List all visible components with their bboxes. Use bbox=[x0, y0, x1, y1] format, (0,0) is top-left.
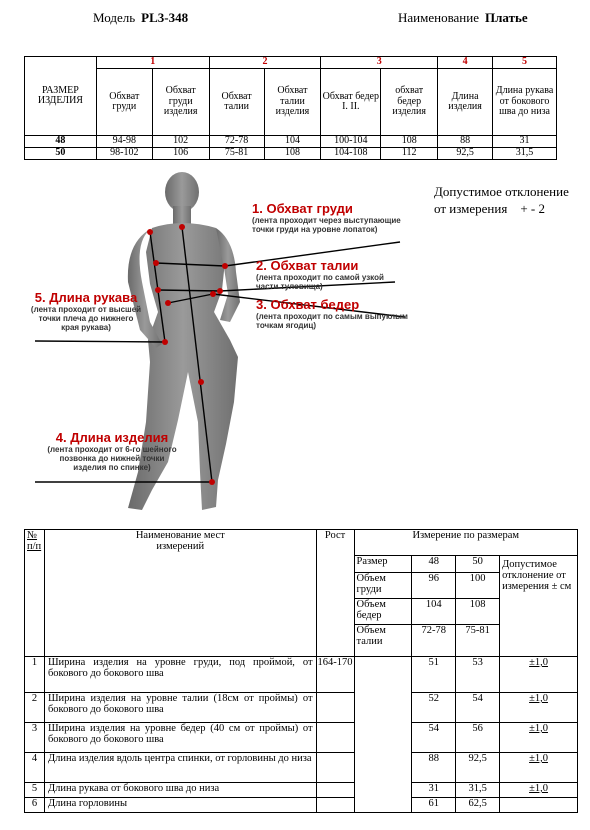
col-header: Длина рукава от бокового шва до низа bbox=[493, 69, 557, 136]
row-name: Длина горловины bbox=[44, 798, 316, 813]
col-header: Длина изделия bbox=[438, 69, 493, 136]
col-header-height: Рост bbox=[316, 530, 354, 657]
col-header: Обхват талии изделия bbox=[264, 69, 321, 136]
group-number-2: 2 bbox=[209, 57, 321, 69]
col-header: Обхват талии bbox=[209, 69, 264, 136]
value-cell: 72-78 bbox=[209, 136, 264, 148]
row-v50: 54 bbox=[456, 693, 500, 723]
sub-row-label: Объем груди bbox=[354, 573, 412, 599]
measure-4-title: 4. Длина изделия bbox=[55, 430, 169, 445]
row-name: Ширина изделия на уровне талии (18см от проймы) от бокового до бокового шва bbox=[44, 693, 316, 723]
measure-5-title: 5. Длина рукава bbox=[34, 290, 138, 305]
tolerance-line-1: Допустимое отклонение bbox=[434, 184, 569, 199]
measurement-table bbox=[24, 529, 578, 813]
measure-2-title: 2. Обхват талии bbox=[256, 258, 359, 273]
table-row bbox=[25, 723, 578, 753]
col-header: Обхват груди bbox=[96, 69, 152, 136]
sub-row-value: 108 bbox=[456, 599, 500, 625]
row-num: 2 bbox=[25, 693, 45, 723]
row-num: 1 bbox=[25, 657, 45, 693]
table-row bbox=[25, 783, 578, 798]
value-cell: 102 bbox=[152, 136, 209, 148]
value-cell: 100-104 bbox=[321, 136, 381, 148]
row-v48: 31 bbox=[412, 783, 456, 798]
value-cell: 31,5 bbox=[493, 148, 557, 160]
product-name-value: Платье bbox=[485, 10, 528, 25]
row-height bbox=[316, 693, 354, 723]
row-v48: 51 bbox=[412, 657, 456, 693]
product-name-label: Наименование bbox=[398, 10, 479, 25]
sub-row-value: 100 bbox=[456, 573, 500, 599]
size-cell: 48 bbox=[25, 136, 97, 148]
sub-size-50: 50 bbox=[456, 556, 500, 573]
value-cell: 31 bbox=[493, 136, 557, 148]
value-cell: 104 bbox=[264, 136, 321, 148]
table-row bbox=[25, 136, 557, 148]
size-header: РАЗМЕР ИЗДЕЛИЯ bbox=[25, 57, 97, 136]
measure-2-label bbox=[256, 258, 406, 291]
sub-row-value: 104 bbox=[412, 599, 456, 625]
row-v50: 92,5 bbox=[456, 753, 500, 783]
row-height: 164-170 bbox=[316, 657, 354, 693]
value-cell: 104-108 bbox=[321, 148, 381, 160]
row-v50: 31,5 bbox=[456, 783, 500, 798]
measure-3-title: 3. Обхват бедер bbox=[256, 297, 360, 312]
row-height bbox=[316, 753, 354, 783]
tolerance-note bbox=[434, 183, 584, 217]
sub-size-label: Размер bbox=[354, 556, 412, 573]
model-value: PL3-348 bbox=[141, 10, 189, 25]
row-num: 4 bbox=[25, 753, 45, 783]
col-header-measure: Измерение по размерам bbox=[354, 530, 578, 556]
sub-size-48: 48 bbox=[412, 556, 456, 573]
group-number-5: 5 bbox=[493, 57, 557, 69]
table-row bbox=[25, 657, 578, 693]
group-number-1: 1 bbox=[96, 57, 209, 69]
row-name: Ширина изделия на уровне груди, под проймой, от бокового до бокового шва bbox=[44, 657, 316, 693]
row-height bbox=[316, 783, 354, 798]
table-row bbox=[25, 753, 578, 783]
measure-2-note: (лента проходит по самой узкой части туловища) bbox=[256, 273, 384, 291]
row-tol bbox=[500, 798, 578, 813]
value-cell: 88 bbox=[438, 136, 493, 148]
tolerance-line-2: от измерения + - 2 bbox=[434, 201, 545, 216]
table-row bbox=[25, 148, 557, 160]
row-num: 5 bbox=[25, 783, 45, 798]
size-cell: 50 bbox=[25, 148, 97, 160]
value-cell: 108 bbox=[381, 136, 438, 148]
model-line bbox=[93, 10, 188, 26]
table-row bbox=[25, 798, 578, 813]
col-header: обхват бедер изделия bbox=[381, 69, 438, 136]
value-cell: 112 bbox=[381, 148, 438, 160]
col-header-name: Наименование мест измерений bbox=[44, 530, 316, 657]
row-name: Длина изделия вдоль центра спинки, от горловины до низа bbox=[44, 753, 316, 783]
product-name-line bbox=[398, 10, 528, 26]
size-table bbox=[24, 56, 557, 160]
sub-tolerance: Допустимое отклонение от измерения ± см bbox=[500, 556, 578, 657]
row-tol: ±1,0 bbox=[500, 657, 578, 693]
row-tol: ±1,0 bbox=[500, 693, 578, 723]
sub-row-value: 75-81 bbox=[456, 625, 500, 657]
value-cell: 98-102 bbox=[96, 148, 152, 160]
row-v48: 61 bbox=[412, 798, 456, 813]
row-v50: 62,5 bbox=[456, 798, 500, 813]
sub-row-value: 72-78 bbox=[412, 625, 456, 657]
measure-4-note: (лента проходит от 6-го шейного позвонка до нижней точки изделия по спинке) bbox=[47, 445, 177, 472]
model-label: Модель bbox=[93, 10, 136, 25]
col-header: Обхват груди изделия bbox=[152, 69, 209, 136]
col-header: Обхват бедер I. II. bbox=[321, 69, 381, 136]
measure-3-note: (лента проходит по самым выпуклым точкам ягодиц) bbox=[256, 312, 408, 330]
row-tol: ±1,0 bbox=[500, 783, 578, 798]
row-num: 3 bbox=[25, 723, 45, 753]
measure-1-title: 1. Обхват груди bbox=[252, 201, 353, 216]
measure-3-label bbox=[256, 297, 416, 330]
row-v50: 53 bbox=[456, 657, 500, 693]
measure-5-label bbox=[30, 290, 142, 332]
sub-row-label: Объем талии bbox=[354, 625, 412, 657]
row-v48: 54 bbox=[412, 723, 456, 753]
row-name: Ширина изделия на уровне бедер (40 см от проймы) от бокового до бокового шва bbox=[44, 723, 316, 753]
row-v48: 52 bbox=[412, 693, 456, 723]
row-height bbox=[316, 723, 354, 753]
measure-1-note: (лента проходит через выступающие точки груди на уровне лопаток) bbox=[252, 216, 401, 234]
sub-row-label: Объем бедер bbox=[354, 599, 412, 625]
row-v48: 88 bbox=[412, 753, 456, 783]
row-tol: ±1,0 bbox=[500, 723, 578, 753]
row-num: 6 bbox=[25, 798, 45, 813]
value-cell: 94-98 bbox=[96, 136, 152, 148]
row-height bbox=[316, 798, 354, 813]
measure-1-label bbox=[252, 201, 412, 234]
blank-cell bbox=[354, 657, 412, 813]
value-cell: 106 bbox=[152, 148, 209, 160]
value-cell: 92,5 bbox=[438, 148, 493, 160]
value-cell: 75-81 bbox=[209, 148, 264, 160]
value-cell: 108 bbox=[264, 148, 321, 160]
measure-4-label bbox=[42, 430, 182, 472]
measure-5-note: (лента проходит от высшей точки плеча до нижнего края рукава) bbox=[30, 305, 142, 332]
row-v50: 56 bbox=[456, 723, 500, 753]
sub-row-value: 96 bbox=[412, 573, 456, 599]
row-tol: ±1,0 bbox=[500, 753, 578, 783]
group-number-4: 4 bbox=[438, 57, 493, 69]
table-row bbox=[25, 693, 578, 723]
col-header-num: № п/п bbox=[25, 530, 45, 657]
group-number-3: 3 bbox=[321, 57, 438, 69]
row-name: Длина рукава от бокового шва до низа bbox=[44, 783, 316, 798]
